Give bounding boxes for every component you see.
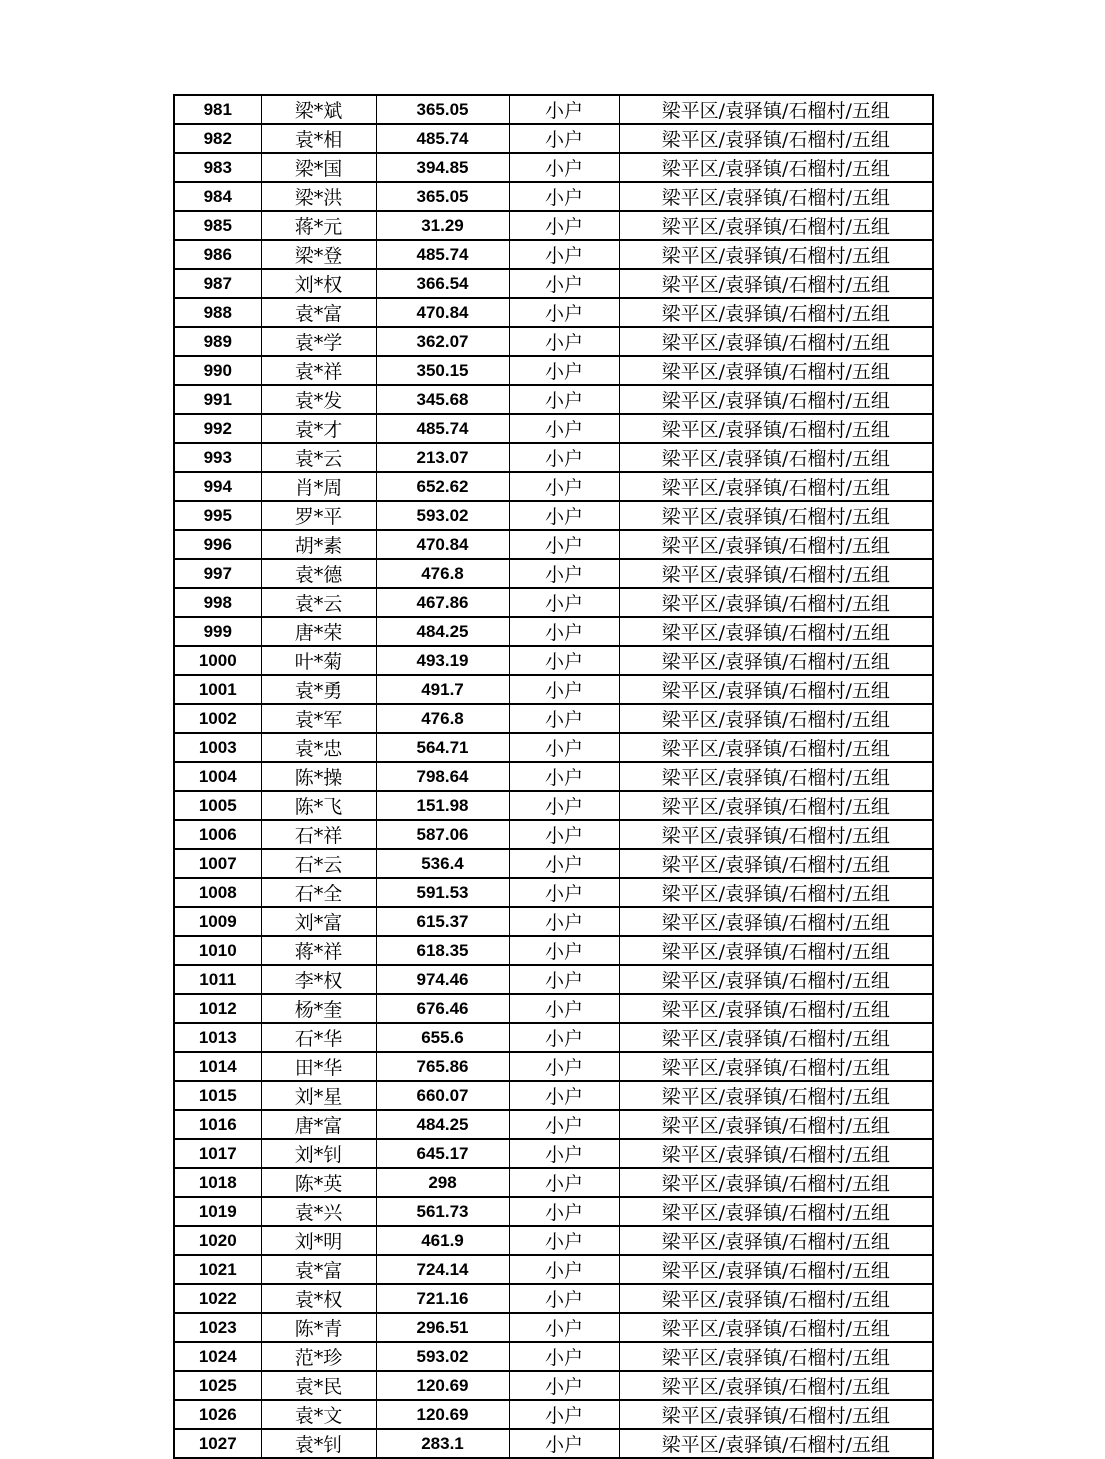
cell-amount: 618.35 <box>376 936 509 965</box>
table-row <box>174 269 933 298</box>
cell-amount: 591.53 <box>376 878 509 907</box>
table-row <box>174 965 933 994</box>
cell-location: 梁平区/袁驿镇/石榴村/五组 <box>619 791 933 820</box>
cell-id: 993 <box>174 443 261 472</box>
cell-id: 994 <box>174 472 261 501</box>
cell-location: 梁平区/袁驿镇/石榴村/五组 <box>619 1284 933 1313</box>
table-row <box>174 936 933 965</box>
cell-id: 988 <box>174 298 261 327</box>
cell-name: 袁*文 <box>261 1400 376 1429</box>
cell-amount: 365.05 <box>376 182 509 211</box>
table-row <box>174 124 933 153</box>
table-row <box>174 762 933 791</box>
cell-id: 1017 <box>174 1139 261 1168</box>
cell-household_type: 小户 <box>509 878 619 907</box>
cell-location: 梁平区/袁驿镇/石榴村/五组 <box>619 1226 933 1255</box>
cell-id: 1014 <box>174 1052 261 1081</box>
cell-name: 袁*富 <box>261 298 376 327</box>
cell-amount: 593.02 <box>376 1342 509 1371</box>
cell-name: 袁*发 <box>261 385 376 414</box>
cell-amount: 484.25 <box>376 617 509 646</box>
cell-location: 梁平区/袁驿镇/石榴村/五组 <box>619 965 933 994</box>
cell-amount: 476.8 <box>376 704 509 733</box>
cell-id: 1016 <box>174 1110 261 1139</box>
cell-amount: 31.29 <box>376 211 509 240</box>
cell-location: 梁平区/袁驿镇/石榴村/五组 <box>619 443 933 472</box>
cell-household_type: 小户 <box>509 617 619 646</box>
table-row <box>174 559 933 588</box>
cell-name: 袁*学 <box>261 327 376 356</box>
cell-amount: 485.74 <box>376 414 509 443</box>
cell-amount: 350.15 <box>376 356 509 385</box>
cell-amount: 476.8 <box>376 559 509 588</box>
cell-location: 梁平区/袁驿镇/石榴村/五组 <box>619 269 933 298</box>
cell-id: 984 <box>174 182 261 211</box>
cell-household_type: 小户 <box>509 385 619 414</box>
cell-amount: 587.06 <box>376 820 509 849</box>
cell-household_type: 小户 <box>509 1342 619 1371</box>
cell-household_type: 小户 <box>509 298 619 327</box>
cell-id: 999 <box>174 617 261 646</box>
cell-household_type: 小户 <box>509 1255 619 1284</box>
cell-location: 梁平区/袁驿镇/石榴村/五组 <box>619 1197 933 1226</box>
cell-household_type: 小户 <box>509 1429 619 1458</box>
cell-household_type: 小户 <box>509 704 619 733</box>
cell-location: 梁平区/袁驿镇/石榴村/五组 <box>619 95 933 124</box>
cell-household_type: 小户 <box>509 762 619 791</box>
cell-name: 袁*祥 <box>261 356 376 385</box>
cell-amount: 470.84 <box>376 530 509 559</box>
table-row <box>174 617 933 646</box>
cell-location: 梁平区/袁驿镇/石榴村/五组 <box>619 762 933 791</box>
cell-location: 梁平区/袁驿镇/石榴村/五组 <box>619 878 933 907</box>
cell-location: 梁平区/袁驿镇/石榴村/五组 <box>619 1168 933 1197</box>
table-row <box>174 414 933 443</box>
cell-amount: 493.19 <box>376 646 509 675</box>
cell-id: 1013 <box>174 1023 261 1052</box>
cell-name: 袁*兴 <box>261 1197 376 1226</box>
cell-amount: 564.71 <box>376 733 509 762</box>
cell-household_type: 小户 <box>509 443 619 472</box>
cell-location: 梁平区/袁驿镇/石榴村/五组 <box>619 298 933 327</box>
cell-amount: 652.62 <box>376 472 509 501</box>
cell-household_type: 小户 <box>509 820 619 849</box>
cell-id: 1015 <box>174 1081 261 1110</box>
table-row <box>174 1429 933 1458</box>
cell-name: 田*华 <box>261 1052 376 1081</box>
cell-household_type: 小户 <box>509 1400 619 1429</box>
cell-name: 陈*青 <box>261 1313 376 1342</box>
cell-household_type: 小户 <box>509 994 619 1023</box>
cell-id: 1020 <box>174 1226 261 1255</box>
cell-household_type: 小户 <box>509 1313 619 1342</box>
cell-id: 1012 <box>174 994 261 1023</box>
cell-name: 梁*登 <box>261 240 376 269</box>
cell-name: 袁*富 <box>261 1255 376 1284</box>
cell-id: 982 <box>174 124 261 153</box>
table-row <box>174 356 933 385</box>
cell-name: 刘*钊 <box>261 1139 376 1168</box>
cell-id: 987 <box>174 269 261 298</box>
table-row <box>174 182 933 211</box>
table-row <box>174 1400 933 1429</box>
cell-name: 石*全 <box>261 878 376 907</box>
table-row <box>174 791 933 820</box>
cell-name: 袁*勇 <box>261 675 376 704</box>
cell-household_type: 小户 <box>509 1081 619 1110</box>
cell-id: 1006 <box>174 820 261 849</box>
cell-id: 1005 <box>174 791 261 820</box>
cell-amount: 655.6 <box>376 1023 509 1052</box>
table-row <box>174 1313 933 1342</box>
cell-id: 1019 <box>174 1197 261 1226</box>
cell-name: 唐*富 <box>261 1110 376 1139</box>
table-row <box>174 1139 933 1168</box>
cell-household_type: 小户 <box>509 240 619 269</box>
table-row <box>174 1023 933 1052</box>
table-row <box>174 1168 933 1197</box>
cell-household_type: 小户 <box>509 675 619 704</box>
cell-amount: 593.02 <box>376 501 509 530</box>
cell-household_type: 小户 <box>509 1284 619 1313</box>
cell-amount: 536.4 <box>376 849 509 878</box>
cell-amount: 484.25 <box>376 1110 509 1139</box>
cell-amount: 366.54 <box>376 269 509 298</box>
cell-id: 1002 <box>174 704 261 733</box>
cell-household_type: 小户 <box>509 1110 619 1139</box>
cell-id: 1010 <box>174 936 261 965</box>
cell-location: 梁平区/袁驿镇/石榴村/五组 <box>619 414 933 443</box>
cell-location: 梁平区/袁驿镇/石榴村/五组 <box>619 994 933 1023</box>
cell-id: 990 <box>174 356 261 385</box>
cell-household_type: 小户 <box>509 211 619 240</box>
cell-name: 石*云 <box>261 849 376 878</box>
cell-name: 刘*权 <box>261 269 376 298</box>
cell-name: 陈*英 <box>261 1168 376 1197</box>
cell-id: 981 <box>174 95 261 124</box>
table-row <box>174 530 933 559</box>
cell-amount: 298 <box>376 1168 509 1197</box>
table-row <box>174 501 933 530</box>
cell-location: 梁平区/袁驿镇/石榴村/五组 <box>619 327 933 356</box>
table-row <box>174 1110 933 1139</box>
cell-id: 1027 <box>174 1429 261 1458</box>
table-row <box>174 849 933 878</box>
cell-id: 1007 <box>174 849 261 878</box>
table-row <box>174 298 933 327</box>
cell-household_type: 小户 <box>509 530 619 559</box>
cell-location: 梁平区/袁驿镇/石榴村/五组 <box>619 849 933 878</box>
table-row <box>174 675 933 704</box>
cell-household_type: 小户 <box>509 1371 619 1400</box>
table-row <box>174 240 933 269</box>
cell-name: 梁*斌 <box>261 95 376 124</box>
cell-amount: 974.46 <box>376 965 509 994</box>
cell-amount: 362.07 <box>376 327 509 356</box>
cell-location: 梁平区/袁驿镇/石榴村/五组 <box>619 820 933 849</box>
cell-amount: 485.74 <box>376 240 509 269</box>
cell-location: 梁平区/袁驿镇/石榴村/五组 <box>619 588 933 617</box>
cell-household_type: 小户 <box>509 269 619 298</box>
cell-amount: 660.07 <box>376 1081 509 1110</box>
cell-location: 梁平区/袁驿镇/石榴村/五组 <box>619 1313 933 1342</box>
cell-id: 985 <box>174 211 261 240</box>
table-row <box>174 327 933 356</box>
table-row <box>174 1255 933 1284</box>
cell-location: 梁平区/袁驿镇/石榴村/五组 <box>619 646 933 675</box>
cell-name: 范*珍 <box>261 1342 376 1371</box>
cell-amount: 461.9 <box>376 1226 509 1255</box>
cell-name: 梁*洪 <box>261 182 376 211</box>
cell-id: 1025 <box>174 1371 261 1400</box>
cell-id: 986 <box>174 240 261 269</box>
cell-id: 992 <box>174 414 261 443</box>
cell-amount: 561.73 <box>376 1197 509 1226</box>
cell-location: 梁平区/袁驿镇/石榴村/五组 <box>619 1052 933 1081</box>
cell-household_type: 小户 <box>509 182 619 211</box>
cell-id: 1021 <box>174 1255 261 1284</box>
cell-location: 梁平区/袁驿镇/石榴村/五组 <box>619 1342 933 1371</box>
cell-location: 梁平区/袁驿镇/石榴村/五组 <box>619 675 933 704</box>
table-row <box>174 1197 933 1226</box>
cell-name: 罗*平 <box>261 501 376 530</box>
cell-location: 梁平区/袁驿镇/石榴村/五组 <box>619 1081 933 1110</box>
cell-id: 1003 <box>174 733 261 762</box>
cell-amount: 120.69 <box>376 1371 509 1400</box>
cell-location: 梁平区/袁驿镇/石榴村/五组 <box>619 1371 933 1400</box>
cell-household_type: 小户 <box>509 1052 619 1081</box>
cell-amount: 213.07 <box>376 443 509 472</box>
cell-location: 梁平区/袁驿镇/石榴村/五组 <box>619 1429 933 1458</box>
roster-table-body <box>174 95 933 1458</box>
cell-household_type: 小户 <box>509 588 619 617</box>
cell-location: 梁平区/袁驿镇/石榴村/五组 <box>619 211 933 240</box>
cell-id: 991 <box>174 385 261 414</box>
cell-id: 1008 <box>174 878 261 907</box>
cell-household_type: 小户 <box>509 965 619 994</box>
cell-name: 胡*素 <box>261 530 376 559</box>
cell-household_type: 小户 <box>509 414 619 443</box>
cell-household_type: 小户 <box>509 1197 619 1226</box>
cell-id: 983 <box>174 153 261 182</box>
cell-name: 蒋*祥 <box>261 936 376 965</box>
table-row <box>174 472 933 501</box>
cell-amount: 798.64 <box>376 762 509 791</box>
table-row <box>174 1052 933 1081</box>
cell-name: 袁*钊 <box>261 1429 376 1458</box>
cell-location: 梁平区/袁驿镇/石榴村/五组 <box>619 153 933 182</box>
cell-amount: 676.46 <box>376 994 509 1023</box>
cell-id: 995 <box>174 501 261 530</box>
cell-amount: 296.51 <box>376 1313 509 1342</box>
cell-location: 梁平区/袁驿镇/石榴村/五组 <box>619 501 933 530</box>
cell-id: 1001 <box>174 675 261 704</box>
cell-location: 梁平区/袁驿镇/石榴村/五组 <box>619 472 933 501</box>
cell-id: 1018 <box>174 1168 261 1197</box>
cell-name: 袁*相 <box>261 124 376 153</box>
cell-name: 袁*才 <box>261 414 376 443</box>
cell-household_type: 小户 <box>509 733 619 762</box>
cell-household_type: 小户 <box>509 124 619 153</box>
cell-location: 梁平区/袁驿镇/石榴村/五组 <box>619 385 933 414</box>
cell-household_type: 小户 <box>509 501 619 530</box>
cell-name: 蒋*元 <box>261 211 376 240</box>
cell-household_type: 小户 <box>509 356 619 385</box>
cell-household_type: 小户 <box>509 849 619 878</box>
table-row <box>174 704 933 733</box>
cell-name: 石*华 <box>261 1023 376 1052</box>
cell-household_type: 小户 <box>509 1023 619 1052</box>
table-row <box>174 994 933 1023</box>
cell-id: 1023 <box>174 1313 261 1342</box>
cell-location: 梁平区/袁驿镇/石榴村/五组 <box>619 936 933 965</box>
table-row <box>174 1371 933 1400</box>
cell-amount: 765.86 <box>376 1052 509 1081</box>
cell-household_type: 小户 <box>509 95 619 124</box>
cell-amount: 721.16 <box>376 1284 509 1313</box>
cell-household_type: 小户 <box>509 907 619 936</box>
household-roster-table <box>173 94 934 1459</box>
cell-location: 梁平区/袁驿镇/石榴村/五组 <box>619 530 933 559</box>
cell-household_type: 小户 <box>509 1168 619 1197</box>
cell-amount: 485.74 <box>376 124 509 153</box>
cell-location: 梁平区/袁驿镇/石榴村/五组 <box>619 907 933 936</box>
cell-household_type: 小户 <box>509 936 619 965</box>
cell-name: 李*权 <box>261 965 376 994</box>
cell-location: 梁平区/袁驿镇/石榴村/五组 <box>619 124 933 153</box>
cell-household_type: 小户 <box>509 1226 619 1255</box>
cell-location: 梁平区/袁驿镇/石榴村/五组 <box>619 1139 933 1168</box>
cell-id: 997 <box>174 559 261 588</box>
cell-name: 袁*云 <box>261 443 376 472</box>
table-row <box>174 820 933 849</box>
cell-name: 袁*权 <box>261 1284 376 1313</box>
cell-location: 梁平区/袁驿镇/石榴村/五组 <box>619 1400 933 1429</box>
cell-id: 1022 <box>174 1284 261 1313</box>
cell-location: 梁平区/袁驿镇/石榴村/五组 <box>619 733 933 762</box>
cell-amount: 120.69 <box>376 1400 509 1429</box>
cell-name: 袁*军 <box>261 704 376 733</box>
table-row <box>174 733 933 762</box>
cell-amount: 151.98 <box>376 791 509 820</box>
cell-name: 刘*富 <box>261 907 376 936</box>
cell-id: 1011 <box>174 965 261 994</box>
table-row <box>174 907 933 936</box>
cell-name: 肖*周 <box>261 472 376 501</box>
cell-location: 梁平区/袁驿镇/石榴村/五组 <box>619 1255 933 1284</box>
cell-name: 袁*德 <box>261 559 376 588</box>
table-row <box>174 385 933 414</box>
cell-name: 杨*奎 <box>261 994 376 1023</box>
table-row <box>174 1342 933 1371</box>
cell-amount: 345.68 <box>376 385 509 414</box>
cell-amount: 283.1 <box>376 1429 509 1458</box>
cell-amount: 394.85 <box>376 153 509 182</box>
cell-id: 1024 <box>174 1342 261 1371</box>
cell-name: 刘*明 <box>261 1226 376 1255</box>
cell-id: 1000 <box>174 646 261 675</box>
cell-name: 袁*云 <box>261 588 376 617</box>
cell-location: 梁平区/袁驿镇/石榴村/五组 <box>619 182 933 211</box>
cell-location: 梁平区/袁驿镇/石榴村/五组 <box>619 240 933 269</box>
table-row <box>174 1081 933 1110</box>
cell-household_type: 小户 <box>509 327 619 356</box>
cell-household_type: 小户 <box>509 1139 619 1168</box>
cell-name: 叶*菊 <box>261 646 376 675</box>
cell-name: 袁*民 <box>261 1371 376 1400</box>
table-row <box>174 1284 933 1313</box>
table-row <box>174 588 933 617</box>
table-row <box>174 211 933 240</box>
cell-name: 陈*飞 <box>261 791 376 820</box>
cell-id: 1026 <box>174 1400 261 1429</box>
cell-household_type: 小户 <box>509 791 619 820</box>
cell-household_type: 小户 <box>509 646 619 675</box>
cell-id: 996 <box>174 530 261 559</box>
cell-amount: 365.05 <box>376 95 509 124</box>
cell-id: 1009 <box>174 907 261 936</box>
cell-name: 唐*荣 <box>261 617 376 646</box>
cell-household_type: 小户 <box>509 153 619 182</box>
cell-id: 998 <box>174 588 261 617</box>
cell-name: 袁*忠 <box>261 733 376 762</box>
cell-amount: 467.86 <box>376 588 509 617</box>
cell-location: 梁平区/袁驿镇/石榴村/五组 <box>619 704 933 733</box>
cell-amount: 724.14 <box>376 1255 509 1284</box>
cell-household_type: 小户 <box>509 559 619 588</box>
cell-amount: 470.84 <box>376 298 509 327</box>
cell-name: 刘*星 <box>261 1081 376 1110</box>
table-row <box>174 646 933 675</box>
cell-location: 梁平区/袁驿镇/石榴村/五组 <box>619 1110 933 1139</box>
cell-id: 1004 <box>174 762 261 791</box>
cell-name: 梁*国 <box>261 153 376 182</box>
cell-location: 梁平区/袁驿镇/石榴村/五组 <box>619 617 933 646</box>
cell-amount: 491.7 <box>376 675 509 704</box>
table-row <box>174 443 933 472</box>
cell-household_type: 小户 <box>509 472 619 501</box>
cell-location: 梁平区/袁驿镇/石榴村/五组 <box>619 356 933 385</box>
table-row <box>174 878 933 907</box>
cell-amount: 615.37 <box>376 907 509 936</box>
table-row <box>174 1226 933 1255</box>
cell-location: 梁平区/袁驿镇/石榴村/五组 <box>619 559 933 588</box>
cell-id: 989 <box>174 327 261 356</box>
cell-amount: 645.17 <box>376 1139 509 1168</box>
cell-name: 陈*操 <box>261 762 376 791</box>
table-row <box>174 153 933 182</box>
table-row <box>174 95 933 124</box>
cell-name: 石*祥 <box>261 820 376 849</box>
cell-location: 梁平区/袁驿镇/石榴村/五组 <box>619 1023 933 1052</box>
